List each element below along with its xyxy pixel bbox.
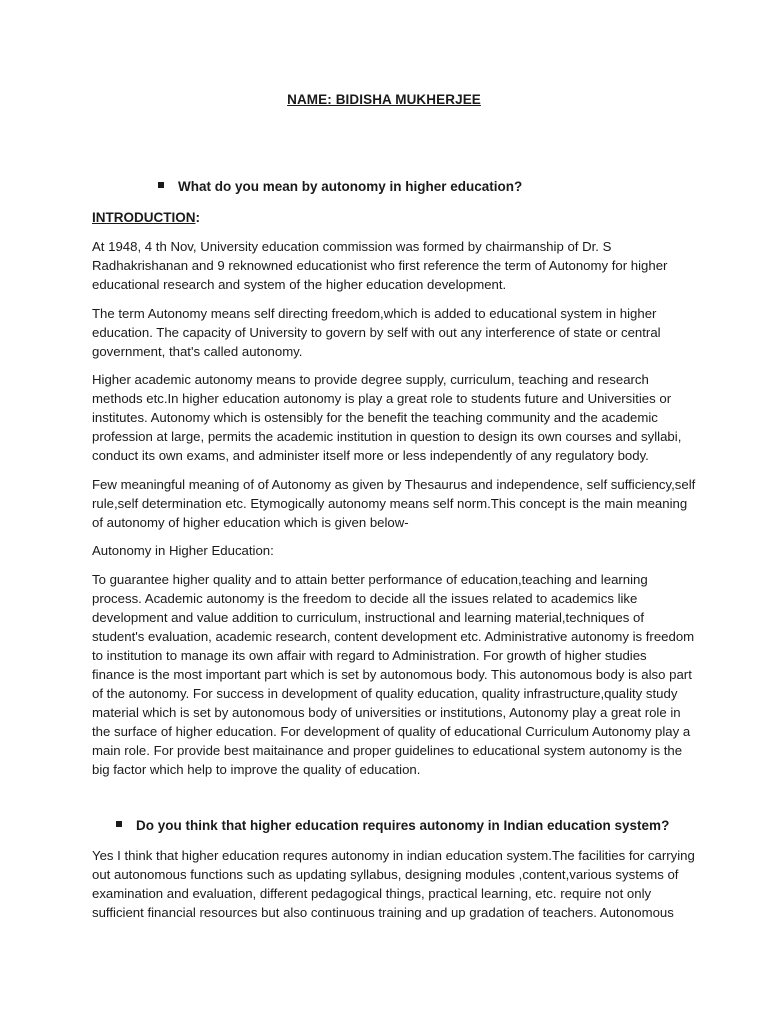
paragraph-4: [92, 475, 696, 532]
question-1-text: What do you mean by autonomy in higher education?: [178, 179, 523, 194]
paragraph-line: methods etc.In higher education autonomy is play a great role to students future and Universities or: [92, 391, 672, 406]
paragraph-line: development and value addition to curriculum, instructional and learning material,techniques of: [92, 610, 645, 625]
paragraph-line: profession at large, permits the academic institution in question to design its own courses and syllabi,: [92, 429, 682, 444]
paragraph-line: educational research and system of the higher education development.: [92, 277, 507, 292]
paragraph-2: [92, 304, 682, 361]
question-2-text: Do you think that higher education requires autonomy in Indian education system?: [136, 818, 670, 833]
paragraph-5: [92, 570, 695, 779]
paragraph-6: [92, 846, 695, 922]
paragraph-line: At 1948, 4 th Nov, University education commission was formed by chairmanship of Dr. S: [92, 239, 612, 254]
introduction-heading-text: INTRODUCTION: [92, 210, 196, 225]
paragraph-line: out autonomous functions such as updating syllabus, designing modules ,content,various systems of: [92, 867, 679, 882]
paragraph-line: big factor which help to improve the quality of education.: [92, 762, 421, 777]
author-name: NAME: BIDISHA MUKHERJEE: [287, 92, 481, 107]
paragraph-line: The term Autonomy means self directing freedom,which is added to educational system in higher: [92, 306, 657, 321]
paragraph-line: of the autonomy. For success in development of quality education, quality infrastructure,quality study: [92, 686, 678, 701]
paragraph-line: sufficient financial resources but also continuous training and up gradation of teachers. Autonomous: [92, 905, 674, 920]
paragraph-line: conduct its own exams, and administer itself more or less independently of any regulatory body.: [92, 448, 649, 463]
subheading-text: Autonomy in Higher Education:: [92, 543, 274, 558]
square-bullet-icon: [116, 821, 122, 827]
paragraph-line: education. The capacity of University to govern by self with out any interference of state or central: [92, 325, 661, 340]
paragraph-line: To guarantee higher quality and to attain better performance of education,teaching and learning: [92, 572, 648, 587]
paragraph-line: examination and evaluation, different pedagogical things, practical learning, etc. require not only: [92, 886, 652, 901]
paragraph-line: institutes. Autonomy which is ostensibly for the benefit the teaching community and the academic: [92, 410, 658, 425]
paragraph-line: Radhakrishanan and 9 reknowned educationist who first reference the term of Autonomy for higher: [92, 258, 668, 273]
introduction-heading-colon: :: [195, 210, 200, 225]
introduction-heading: [92, 210, 200, 225]
paragraph-line: Yes I think that higher education requres autonomy in indian education system.The facilities for carrying: [92, 848, 695, 863]
paragraph-line: the surface of higher education. For development of quality of educational Curriculum Autonomy play a: [92, 724, 691, 739]
paragraph-line: finance is the most important part which is set by autonomous body. This autonomous body is also part: [92, 667, 692, 682]
paragraph-line: material which is set by autonomous body of universities or institutions, Autonomy play a great role in: [92, 705, 681, 720]
paragraph-line: rule,self determination etc. Etymogically autonomy means self norm.This concept is the main meaning: [92, 496, 688, 511]
paragraph-line: of autonomy of higher education which is given below-: [92, 515, 409, 530]
paragraph-line: student's evaluation, academic research, content development etc. Administrative autonomy is freedom: [92, 629, 695, 644]
paragraph-line: Higher academic autonomy means to provide degree supply, curriculum, teaching and research: [92, 372, 649, 387]
paragraph-line: to institution to manage its own affair with regard to Administration. For growth of higher studies: [92, 648, 647, 663]
paragraph-line: main role. For provide best maitainance and proper guidelines to educational system autonomy is the: [92, 743, 683, 758]
subheading-autonomy: [92, 541, 682, 560]
question-2: [116, 817, 669, 835]
paragraph-line: process. Academic autonomy is the freedom to decide all the issues related to academics like: [92, 591, 638, 606]
square-bullet-icon: [158, 182, 164, 188]
paragraph-1: [92, 237, 682, 294]
paragraph-3: [92, 370, 682, 465]
paragraph-line: Few meaningful meaning of of Autonomy as given by Thesaurus and independence, self sufficiency,self: [92, 477, 696, 492]
paragraph-line: government, that's called autonomy.: [92, 344, 303, 359]
question-1: [158, 178, 522, 196]
